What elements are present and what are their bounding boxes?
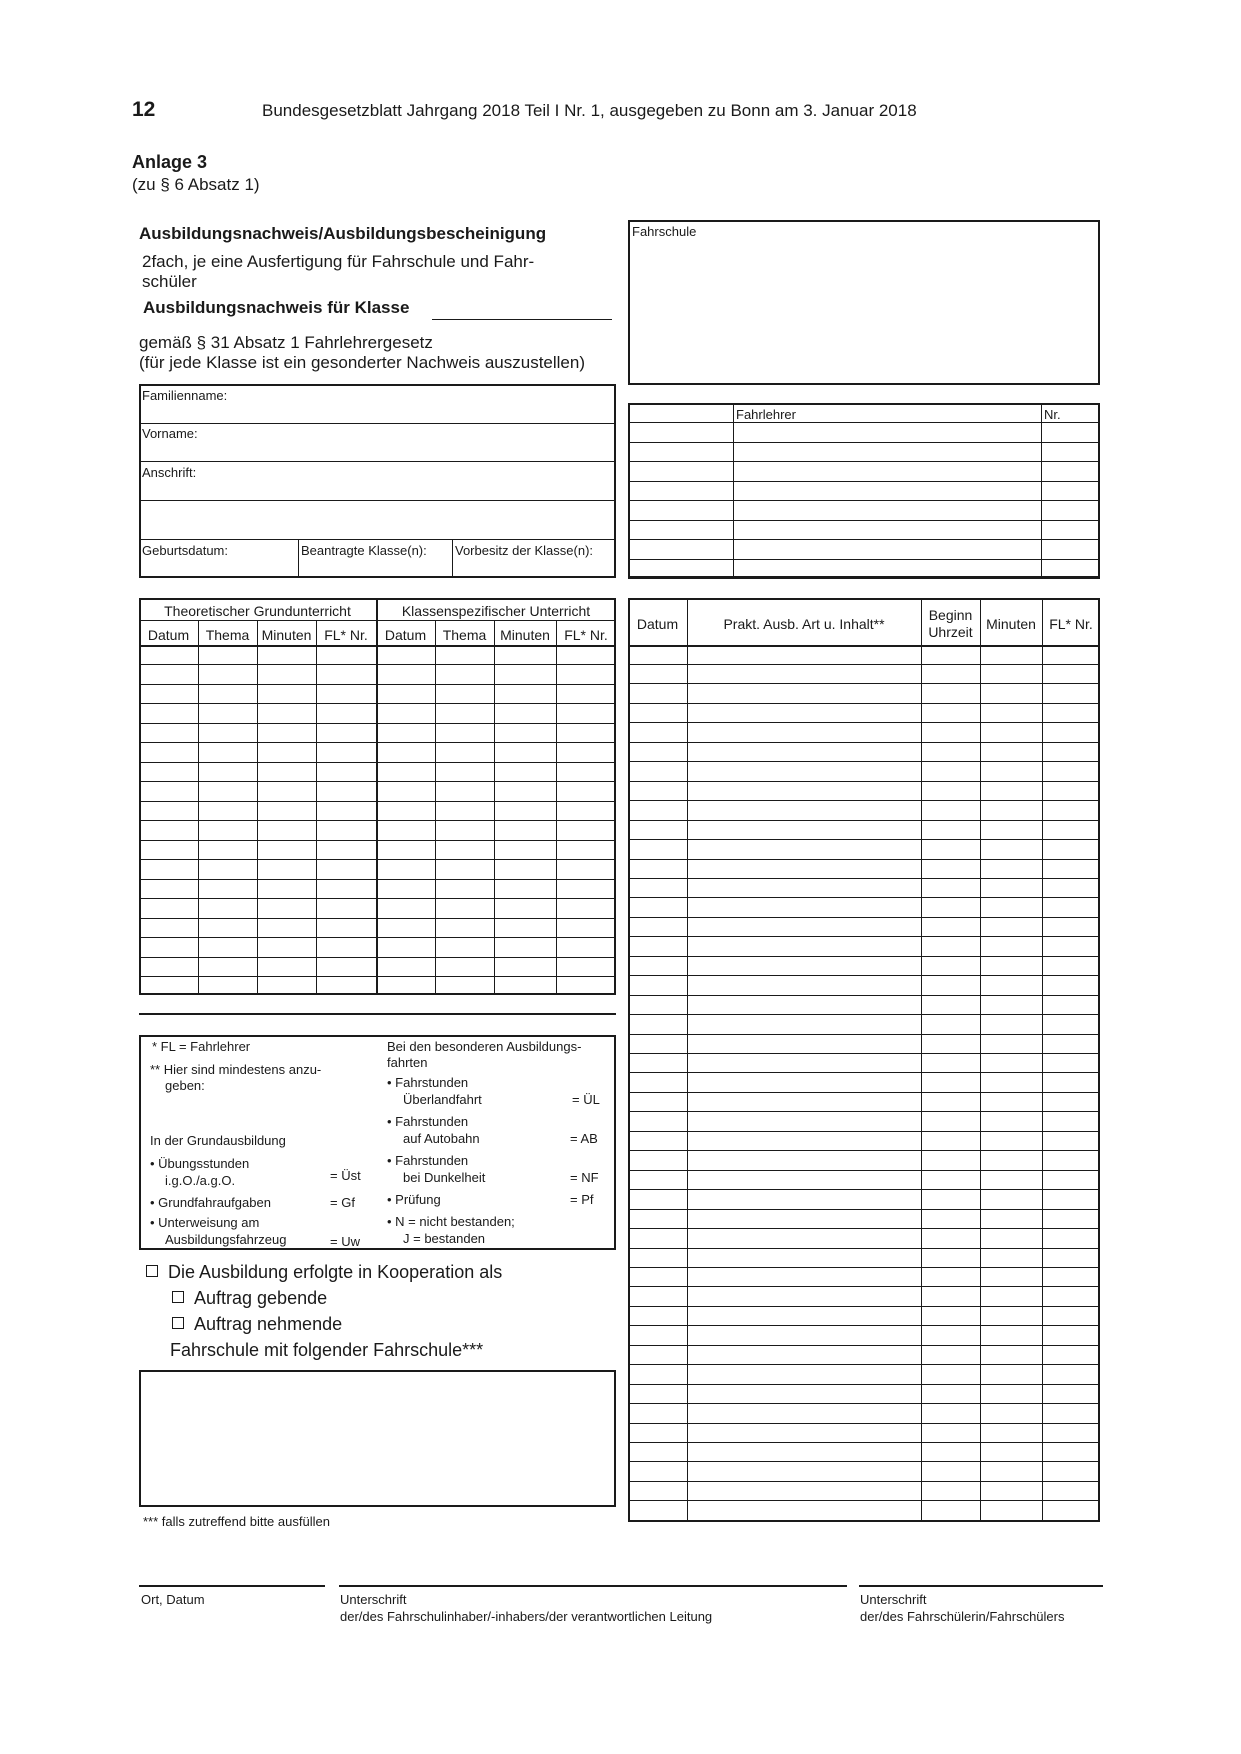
first-name-label: Vorname: [142,426,198,441]
instructor-table [628,403,1100,578]
table-row-line [628,839,1100,840]
commissioned-checkbox[interactable] [172,1317,184,1329]
table-row-line [628,1306,1100,1307]
table-row-line [628,1500,1100,1501]
legend-nf-2: bei Dunkelheit [403,1170,486,1185]
cooperation-checkbox[interactable] [146,1265,158,1277]
table-row-line [628,1228,1100,1229]
place-date-line[interactable] [139,1585,325,1587]
table-row-line [628,878,1100,879]
requested-class-label: Beantragte Klasse(n): [301,543,427,558]
legend-nj: • N = nicht bestanden; [387,1214,515,1229]
table-row-line [628,1072,1100,1073]
instructor-nr-header: Nr. [1044,407,1061,422]
class-col-fl: FL* Nr. [564,627,608,643]
legend-ust: • Übungsstunden [150,1156,250,1171]
theory-col-topic: Thema [205,627,250,643]
table-row-line [628,1423,1100,1424]
copies-line-1: 2fach, je eine Ausfertigung für Fahrschule und Fahr- [142,252,535,271]
commissioning-checkbox[interactable] [172,1291,184,1303]
table-row-line [628,1014,1100,1015]
class-col-topic: Thema [442,627,487,643]
table-row-line [628,995,1100,996]
table-row-line [628,1403,1100,1404]
table-row-line [628,461,1100,462]
legend-ul: • Fahrstunden [387,1075,469,1090]
legend-nj-2: J = bestanden [403,1231,486,1246]
instructor-name-header: Fahrlehrer [736,407,796,422]
separator-rule [139,1013,616,1015]
running-title: Bundesgesetzblatt Jahrgang 2018 Teil I Nr. 1, ausgegeben zu Bonn am 3. Januar 2018 [262,101,917,120]
table-row-line [628,442,1100,443]
copies-line-2: schüler [142,272,197,291]
table-row-line [628,1053,1100,1054]
table-row-line [628,1209,1100,1210]
table-row-line [628,820,1100,821]
legend-special-2: fahrten [387,1055,428,1070]
class-col-date: Datum [384,627,427,643]
table-row-line [628,1364,1100,1365]
student-signature-line[interactable] [859,1585,1103,1587]
table-row-line [628,1248,1100,1249]
legend-gf-code: = Gf [330,1195,355,1210]
table-row-line [628,1481,1100,1482]
table-row-line [628,481,1100,482]
table-row-line [628,859,1100,860]
table-row-line [628,956,1100,957]
footnote: *** falls zutreffend bitte ausfüllen [143,1514,330,1529]
legend-fl: * FL = Fahrlehrer [152,1039,251,1054]
legend-min-2: geben: [165,1078,205,1093]
practical-col-date: Datum [636,616,679,632]
legend-ab-code: = AB [570,1131,598,1146]
legend-ab-2: auf Autobahn [403,1131,480,1146]
practical-col-fl: FL* Nr. [1049,616,1093,632]
table-row-line [628,761,1100,762]
place-date-label: Ort, Datum [141,1592,205,1607]
table-row-line [628,781,1100,782]
table-row-line [628,722,1100,723]
theory-col-fl: FL* Nr. [324,627,368,643]
driving-school-label: Fahrschule [632,224,697,239]
theory-col-date: Datum [147,627,190,643]
law-line-1: gemäß § 31 Absatz 1 Fahrlehrergesetz [139,333,433,352]
table-row-line [628,1384,1100,1385]
table-row-line [628,800,1100,801]
legend-uw-code: = Uw [330,1234,360,1249]
legend-nf-code: = NF [570,1170,599,1185]
class-col-minutes: Minuten [500,627,550,643]
birth-date-label: Geburtsdatum: [142,543,228,558]
table-row-line [628,539,1100,540]
prior-class-label: Vorbesitz der Klasse(n): [455,543,594,558]
surname-label: Familienname: [142,388,228,403]
legend-special-1: Bei den besonderen Ausbildungs- [387,1039,582,1054]
theory-class-header: Klassenspezifischer Unterricht [401,603,591,619]
table-row-line [628,1092,1100,1093]
owner-signature-desc: der/des Fahrschulinhaber/-inhabers/der verantwortlichen Leitung [340,1609,713,1624]
cooperation-line: Die Ausbildung erfolgte in Kooperation als [146,1262,502,1283]
table-row-line [628,1520,1100,1521]
table-row-line [628,1131,1100,1132]
class-entry-line[interactable] [432,319,612,320]
table-row-line [628,1461,1100,1462]
practical-col-start-2: Uhrzeit [928,624,973,640]
theory-col-minutes: Minuten [261,627,312,643]
practical-col-minutes: Minuten [986,616,1036,632]
practical-col-content: Prakt. Ausb. Art u. Inhalt** [723,616,885,632]
table-row-line [628,664,1100,665]
legend-pf-code: = Pf [570,1192,594,1207]
table-row-line [628,500,1100,501]
owner-signature-line[interactable] [339,1585,847,1587]
table-row-line [628,683,1100,684]
legend-min-1: ** Hier sind mindestens anzu- [150,1062,322,1077]
legend-ul-2: Überlandfahrt [403,1092,482,1107]
legend-ab: • Fahrstunden [387,1114,469,1129]
table-row-line [628,1325,1100,1326]
theory-basic-header: Theoretischer Grundunterricht [164,603,351,619]
table-row-line [628,703,1100,704]
table-row-line [628,1150,1100,1151]
table-row-line [628,975,1100,976]
owner-signature-label: Unterschrift [340,1592,407,1607]
cooperation-school-line: Fahrschule mit folgender Fahrschule*** [170,1340,484,1360]
table-row-line [628,1267,1100,1268]
annex-reference: (zu § 6 Absatz 1) [132,175,260,194]
student-signature-label: Unterschrift [860,1592,927,1607]
legend-pf: • Prüfung [387,1192,441,1207]
table-row-line [628,422,1100,423]
legend-ust-code: = Üst [330,1168,361,1183]
annex-title: Anlage 3 [132,152,208,172]
table-row-line [628,578,1100,579]
page-number: 12 [132,98,156,121]
driving-school-box[interactable] [628,220,1100,385]
legend-ul-code: = ÜL [572,1092,600,1107]
table-row-line [628,520,1100,521]
practical-col-start-1: Beginn [928,607,973,623]
legend-ust-2: i.g.O./a.g.O. [165,1173,236,1188]
legend-gf: • Grundfahraufgaben [150,1195,271,1210]
legend-uw: • Unterweisung am [150,1215,260,1230]
table-row-line [628,742,1100,743]
option-commissioned: Auftrag nehmende [172,1314,342,1335]
legend-basic: In der Grundausbildung [150,1133,286,1148]
student-signature-desc: der/des Fahrschülerin/Fahrschülers [860,1609,1065,1624]
option-commissioning: Auftrag gebende [172,1288,327,1309]
partner-school-box[interactable] [139,1370,616,1507]
law-line-2: (für jede Klasse ist ein gesonderter Nachweis auszustellen) [139,353,586,372]
table-row-line [628,917,1100,918]
table-row-line [628,559,1100,560]
table-row-line [628,1111,1100,1112]
class-label: Ausbildungsnachweis für Klasse [143,298,410,317]
legend-nf: • Fahrstunden [387,1153,469,1168]
table-row-line [628,1170,1100,1171]
legend-uw-2: Ausbildungsfahrzeug [165,1232,287,1247]
table-row-line [628,897,1100,898]
table-row-line [628,1345,1100,1346]
table-row-line [628,1442,1100,1443]
form-heading: Ausbildungsnachweis/Ausbildungsbescheinigung [139,224,547,243]
table-row-line [628,936,1100,937]
table-row-line [628,1189,1100,1190]
address-label: Anschrift: [142,465,197,480]
table-row-line [628,1034,1100,1035]
table-row-line [628,1286,1100,1287]
